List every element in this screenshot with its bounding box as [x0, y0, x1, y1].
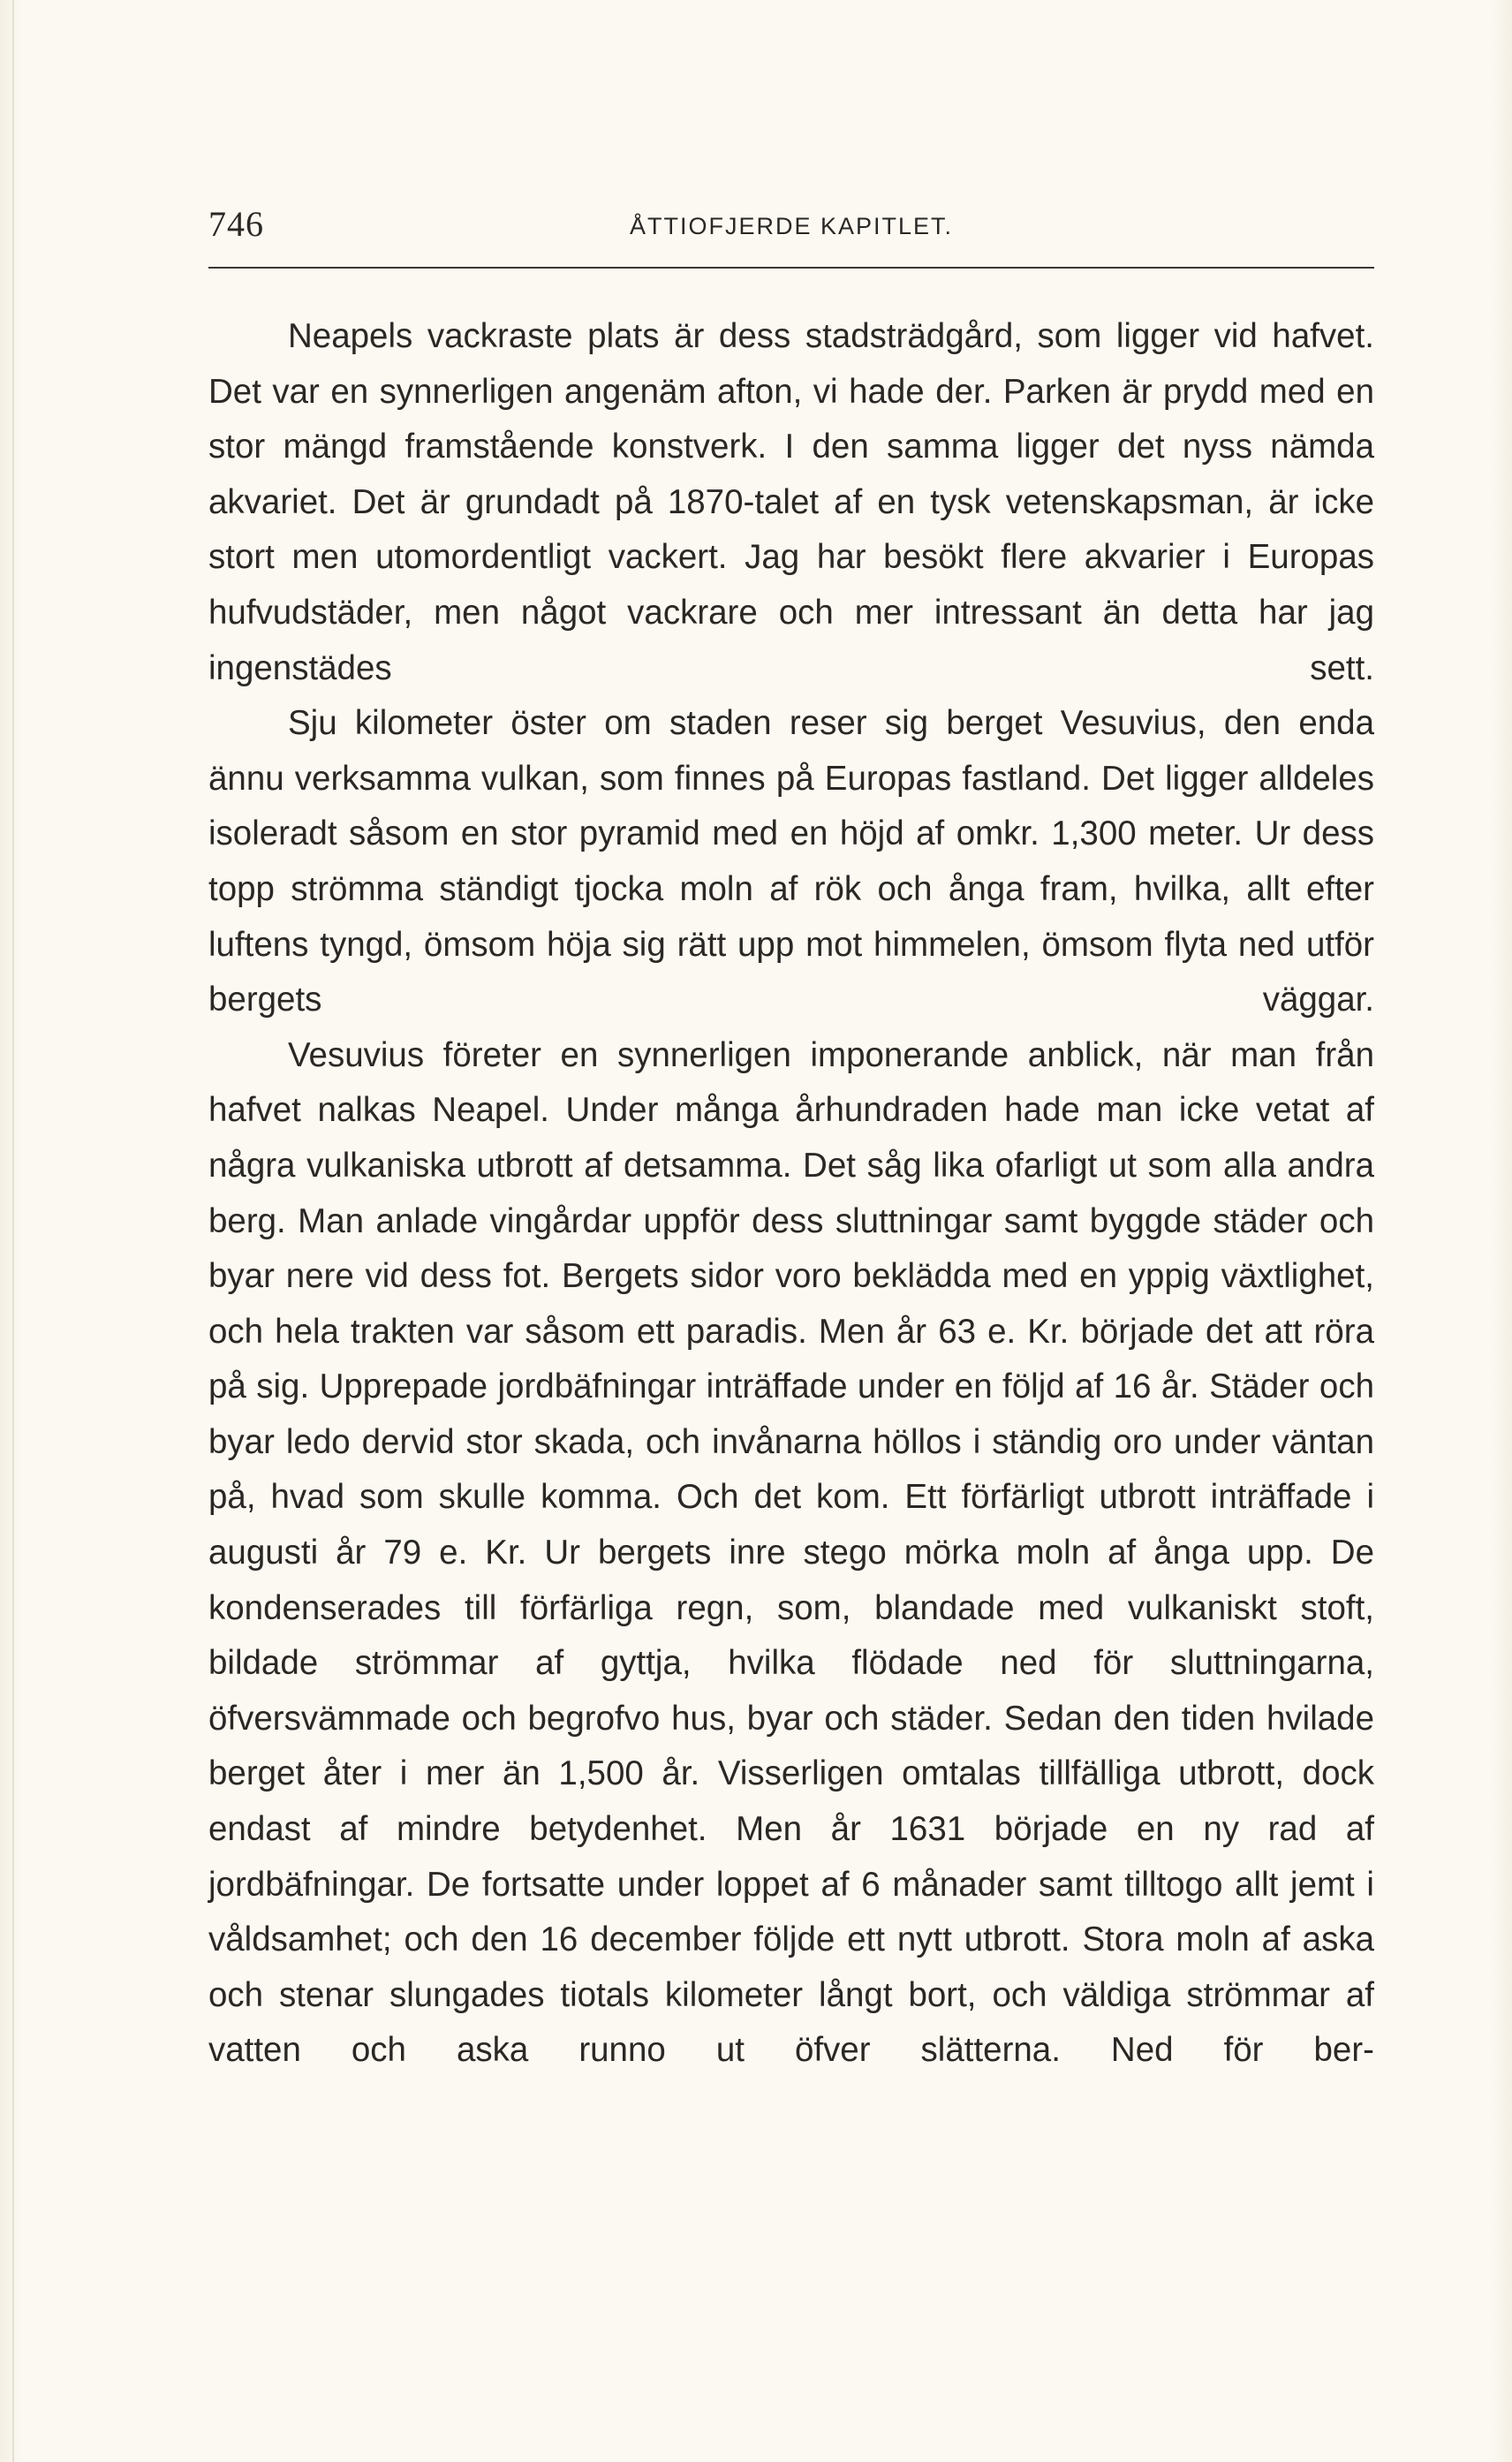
- paragraph-vesuvius-history: Vesuvius företer en synnerligen imponerande anblick, när man från hafvet nalkas Neapel. Under många århundraden hade man icke vetat af några vulkaniska utbrott af detsamma. Det såg lika ofarligt ut som alla andra berg. Man anlade vingårdar uppför dess sluttningar samt byggde städer och byar nere vid dess fot. Bergets sidor voro beklädda med en yppig växtlighet, och hela trakten var såsom ett paradis. Men år 63 e. Kr. började det att röra på sig. Upprepade jordbäfningar inträffade under en följd af 16 år. Städer och byar ledo dervid stor skada, och invånarna höllos i ständig oro under väntan på, hvad som skulle komma. Och det kom. Ett förfärligt utbrott inträffade i augusti år 79 e. Kr. Ur bergets inre stego mörka moln af ånga upp. De kondenserades till förfärliga regn, som, blandade med vulkaniskt stoft, bildade strömmar af gyttja, hvilka flödade ned för sluttningarna, öfversvämmade och begrofvo hus, byar och städer. Sedan den tiden hvilade berget åter i mer än 1,500 år. Visserligen omtalas tillfälliga utbrott, dock endast af mindre betydenhet. Men år 1631 började en ny rad af jordbäfningar. De fortsatte under loppet af 6 månader samt tilltogo allt jemt i våldsamhet; och den 16 december följde ett nytt utbrott. Stora moln af aska och stenar slungades tiotals kilometer långt bort, och väldiga strömmar af vatten och aska runno ut öfver slätterna. Ned för ber-: [208, 1035, 1374, 2070]
- page-number: 746: [208, 204, 264, 244]
- paragraph-vesuvius-description: Sju kilometer öster om staden reser sig berget Vesuvius, den enda ännu verksamma vulkan, som finnes på Europas fastland. Det ligger alldeles isoleradt såsom en stor pyramid med en höjd af omkr. 1,300 meter. Ur dess topp strömma ständigt tjocka moln af rök och ånga fram, hvilka, allt efter luftens tyngd, ömsom höja sig rätt upp mot himmelen, ömsom flyta ned utför bergets väggar.: [208, 704, 1374, 1019]
- running-head: ÅTTIOFJERDE KAPITLET.: [629, 213, 954, 239]
- header-rule: [208, 267, 1374, 269]
- page-edge: [12, 0, 14, 2462]
- paragraph-aquarium: Neapels vackraste plats är dess stadsträdgård, som ligger vid hafvet. Det var en synnerligen angenäm afton, vi hade der. Parken är prydd med en stor mängd framstående konstverk. I den samma ligger det nyss nämda akvariet. Det är grundadt på 1870-talet af en tysk vetenskapsman, är icke stort men utomordentligt vackert. Jag har besökt flere akvarier i Europas hufvudstäder, men något vackrare och mer intressant än detta har jag ingenstädes sett.: [208, 317, 1374, 687]
- page-header: [208, 200, 1374, 263]
- body-text: [208, 309, 1374, 2079]
